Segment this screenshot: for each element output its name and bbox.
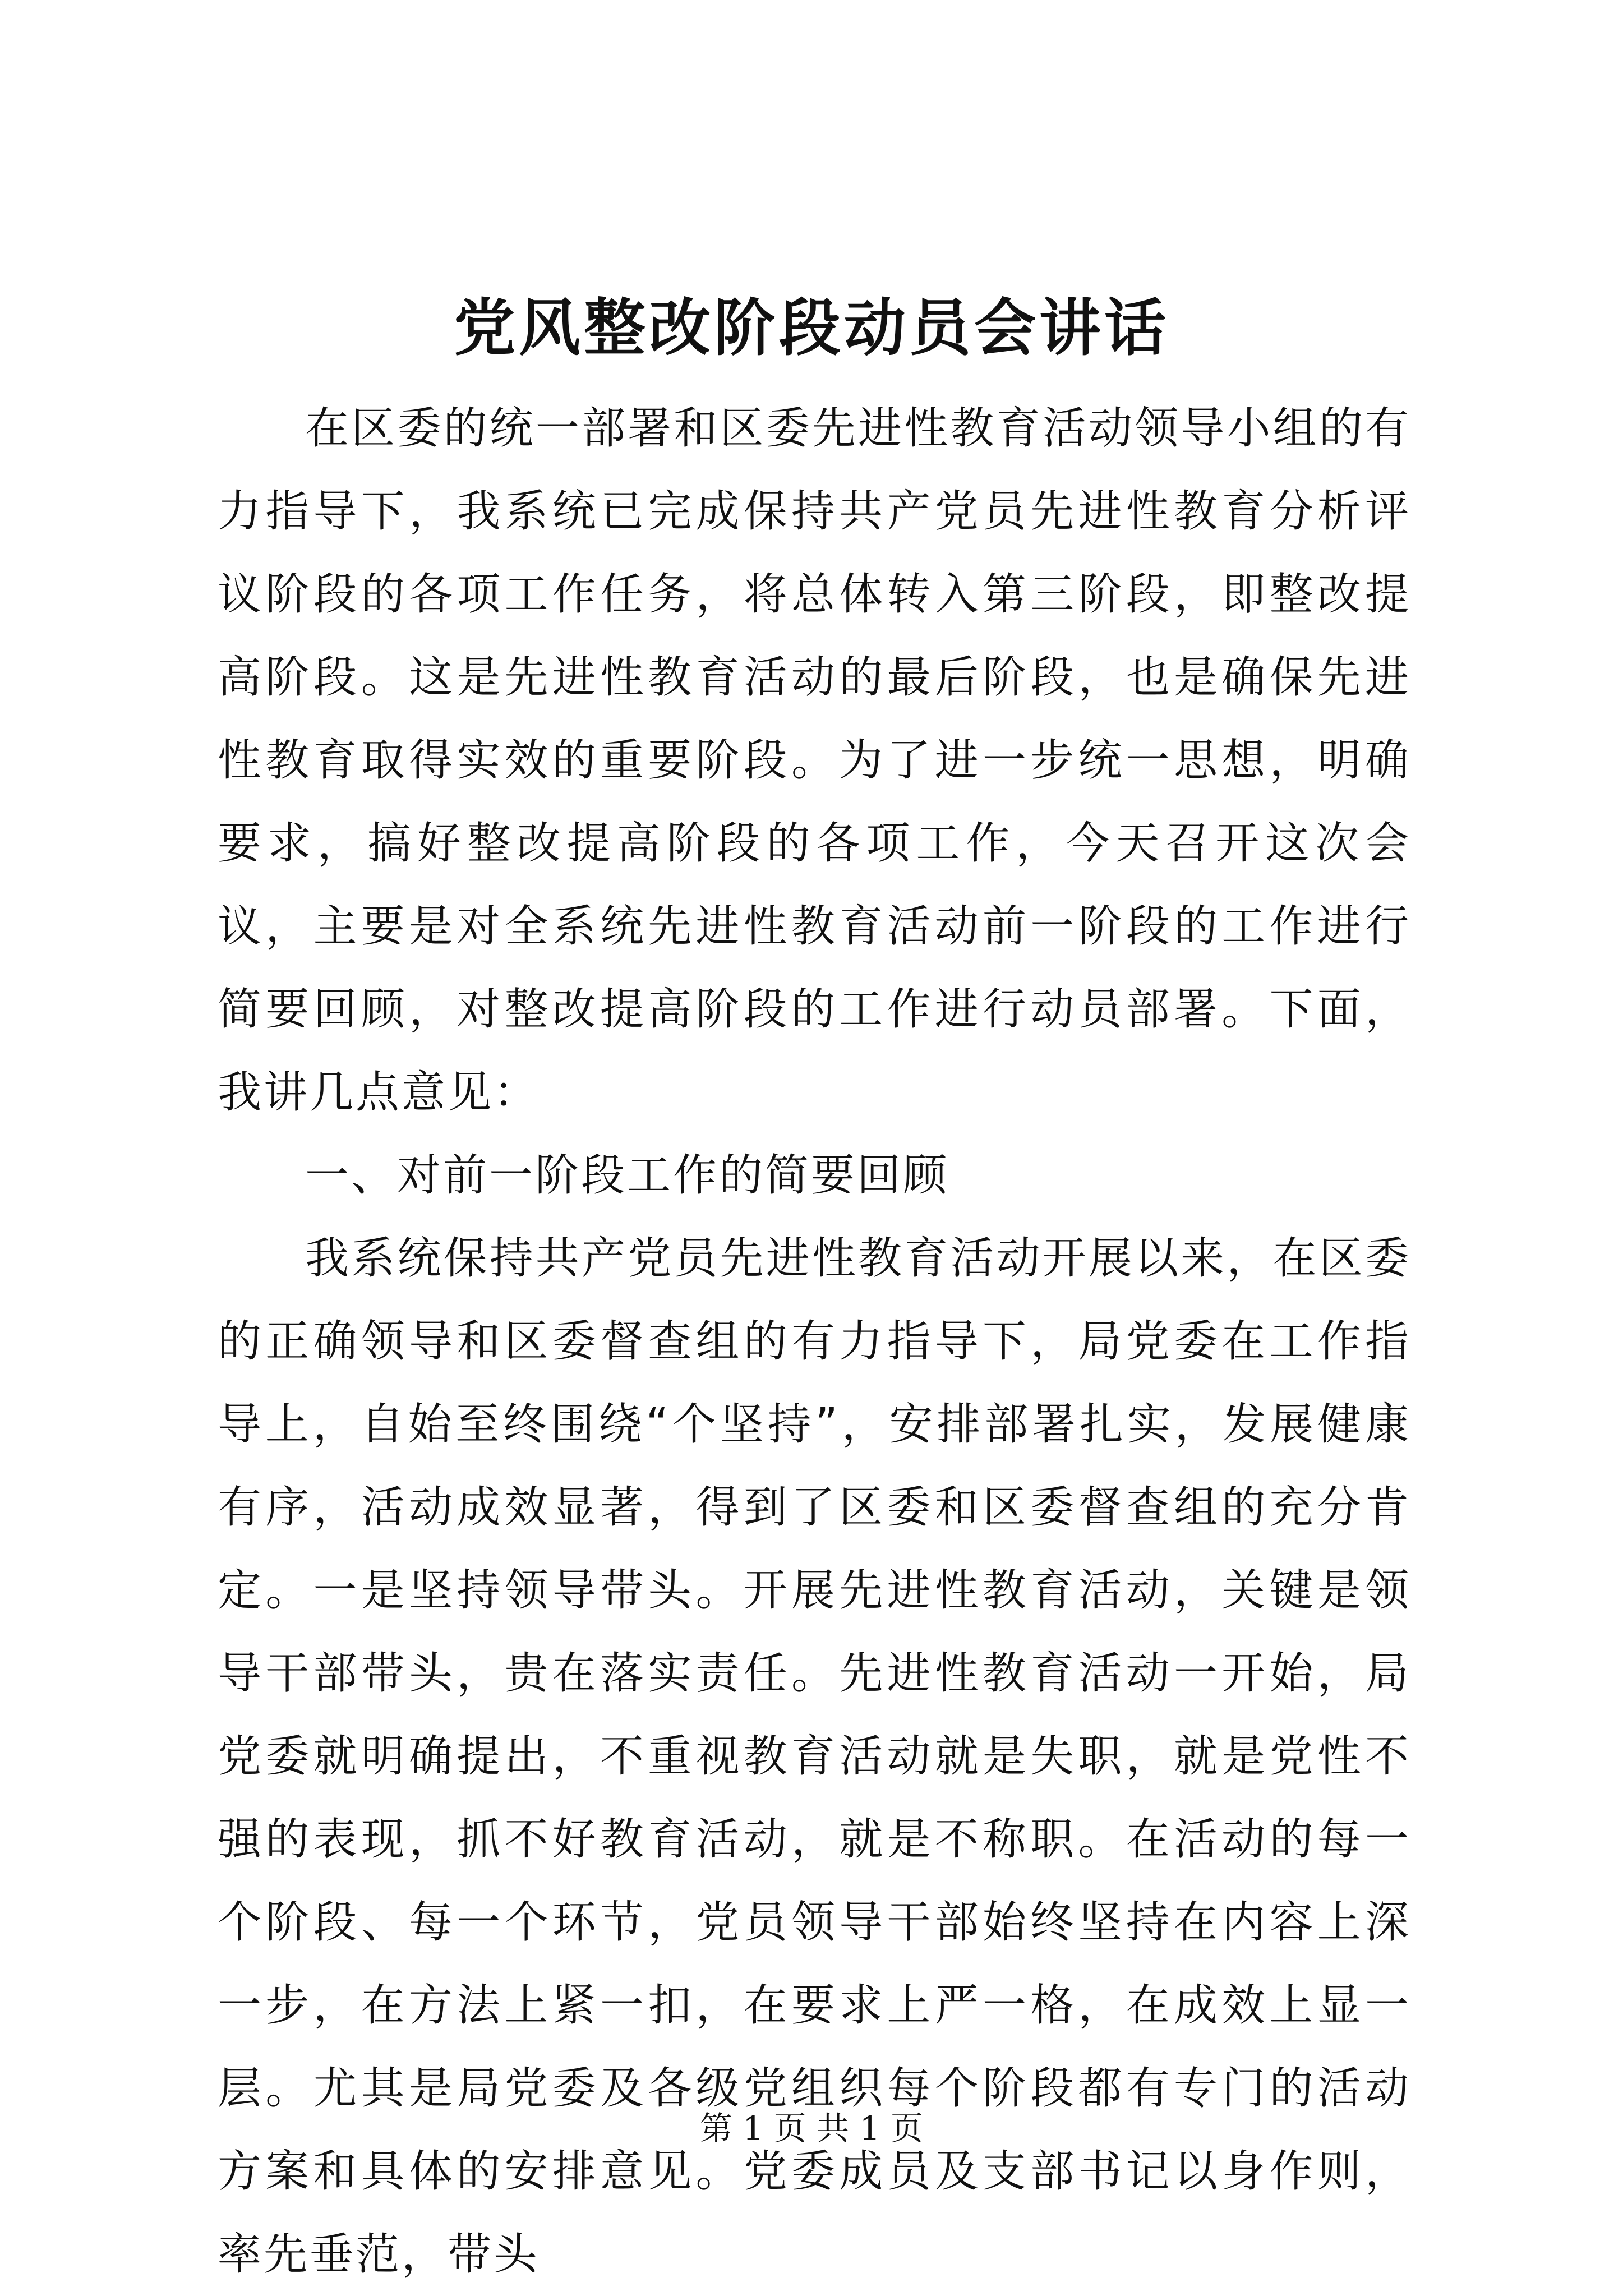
document-title: 党风整改阶段动员会讲话 xyxy=(454,292,1169,364)
page-footer: 第 1 页 共 1 页 xyxy=(700,2109,923,2147)
intro-paragraph: 在区委的统一部署和区委先进性教育活动领导小组的有力指导下，我系统已完成保持共产党员先进性教育分析评议阶段的各项工作任务，将总体转入第三阶段，即整改提高阶段。这是先进性教育活动的最后阶段，也是确保先进性教育取得实效的重要阶段。为了进一步统一思想，明确要求，搞好整改提高阶段的各项工作，今天召开这次会议，主要是对全系统先进性教育活动前一阶段的工作进行简要回顾，对整改提高阶段的工作进行动员部署。下面，我讲几点意见： xyxy=(218,403,1411,1118)
review-paragraph: 我系统保持共产党员先进性教育活动开展以来，在区委的正确领导和区委督查组的有力指导下，局党委在工作指导上，自始至终围绕“个坚持”，安排部署扎实，发展健康有序，活动成效显著，得到了区委和区委督查组的充分肯定。一是坚持领导带头。开展先进性教育活动，关键是领导干部带头，贵在落实责任。先进性教育活动一开始，局党委就明确提出，不重视教育活动就是失职，就是党性不强的表现，抓不好教育活动，就是不称职。在活动的每一个阶段、每一个环节，党员领导干部始终坚持在内容上深一步，在方法上紧一扣，在要求上严一格，在成效上显一层。尤其是局党委及各级党组织每个阶段都有专门的活动方案和具体的安排意见。党委成员及支部书记以身作则，率先垂范，带头 xyxy=(218,1233,1411,2280)
document-body xyxy=(218,387,1411,2296)
section-heading: 一、对前一阶段工作的简要回顾 xyxy=(305,1150,949,1201)
